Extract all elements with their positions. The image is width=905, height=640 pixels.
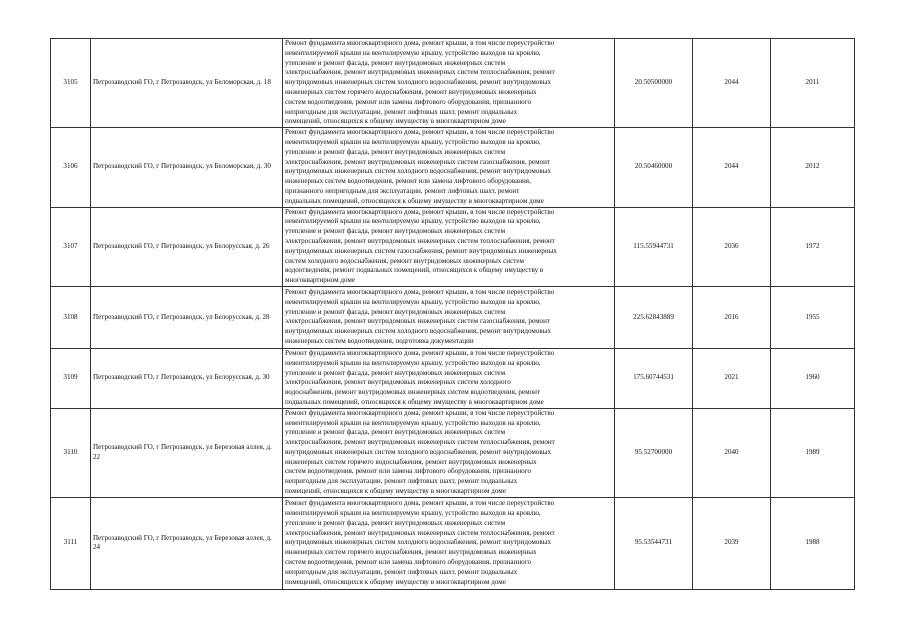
works-cell [283, 408, 615, 497]
built-year-cell: 1988 [771, 497, 855, 589]
works-line: невентилируемой крыши на вентилируемую крышу, устройство выходов на кровлю, [285, 509, 541, 518]
area-cell: 20.50500000 [615, 39, 693, 128]
works-line: электроснабжения, ремонт внутридомовых инженерных систем газоснабжения, ремонт [285, 317, 550, 326]
built-year-cell: 2011 [771, 39, 855, 128]
works-line: внутридомовых инженерных систем холодного водоснабжения, ремонт внутридомовых [285, 327, 552, 336]
address-cell: Петрозаводский ГО, г Петрозаводск, ул Белорусская, д. 26 [91, 207, 283, 286]
works-line: водоотведения, ремонт подвальных помещений, относящихся к общему имуществу в [285, 266, 544, 275]
address-cell: Петрозаводский ГО, г Петрозаводск, ул Березовая аллея, д. 24 [91, 497, 283, 589]
row-number-cell: 3105 [51, 39, 91, 128]
area-cell: 225.62843889 [615, 286, 693, 348]
table-row [51, 128, 855, 207]
repair-year-cell: 2040 [693, 408, 771, 497]
built-year-cell: 1989 [771, 408, 855, 497]
row-number-cell: 3106 [51, 128, 91, 207]
works-line: многоквартирном доме [285, 276, 355, 285]
area-cell: 115.55944731 [615, 207, 693, 286]
capital-repair-table [50, 38, 855, 590]
works-line: инженерных систем водоотведения, подготовка документации [285, 337, 474, 346]
works-line: внутридомовых инженерных систем холодного водоснабжения, ремонт внутридомовых [285, 447, 552, 456]
works-line: помещений, относящихся к общему имуществу в многоквартирном доме [285, 577, 506, 586]
row-number-cell: 3107 [51, 207, 91, 286]
row-number-cell: 3109 [51, 348, 91, 408]
built-year-cell: 1972 [771, 207, 855, 286]
built-year-cell: 1955 [771, 286, 855, 348]
works-line: невентилируемой крыши на вентилируемую крышу, устройство выходов на кровлю, [285, 358, 541, 367]
works-line: Ремонт фундамента многоквартирного дома, ремонт крыши, в том числе переустройство [285, 288, 555, 297]
works-line: систем холодного водоснабжения, ремонт внутридомовых инженерных систем [285, 256, 524, 265]
works-line: утепление и ремонт фасада, ремонт внутридомовых инженерных систем [285, 368, 506, 377]
works-line: инженерных систем горячего водоснабжения, ремонт внутридомовых инженерных [285, 87, 537, 96]
works-line: электроснабжения, ремонт внутридомовых инженерных систем холодного [285, 378, 511, 387]
works-line: электроснабжения, ремонт внутридомовых инженерных систем теплоснабжения, ремонт [285, 528, 555, 537]
address-cell: Петрозаводский ГО, г Петрозаводск, ул Беломорская, д. 18 [91, 39, 283, 128]
works-line: водоснабжения, ремонт внутридомовых инженерных систем водоотведения, ремонт [285, 388, 541, 397]
works-line: Ремонт фундамента многоквартирного дома, ремонт крыши, в том числе переустройство [285, 207, 555, 216]
works-line: внутридомовых инженерных систем газоснабжения, ремонт внутридомовых инженерных [285, 246, 557, 255]
works-line: невентилируемой крыши на вентилируемую крышу, устройство выходов на кровлю, [285, 137, 541, 146]
area-cell: 95.53544731 [615, 497, 693, 589]
works-line: инженерных систем водоотведения, ремонт или замена лифтового оборудования, [285, 177, 531, 186]
works-line: электроснабжения, ремонт внутридомовых инженерных систем газоснабжения, ремонт [285, 157, 550, 166]
address-cell: Петрозаводский ГО, г Петрозаводск, ул Белорусская, д. 28 [91, 286, 283, 348]
works-cell [283, 207, 615, 286]
works-line: невентилируемой крыши на вентилируемую крышу, устройство выходов на кровлю, [285, 418, 541, 427]
works-line: помещений, относящихся к общему имуществу в многоквартирном доме [285, 487, 506, 496]
works-cell [283, 286, 615, 348]
works-line: невентилируемой крыши на вентилируемую крышу, устройство выходов на кровлю, [285, 297, 541, 306]
address-cell: Петрозаводский ГО, г Петрозаводск, ул Березовая аллея, д. 22 [91, 408, 283, 497]
table-row [51, 348, 855, 408]
works-line: непригодным для эксплуатации, ремонт лифтовых шахт, ремонт подвальных [285, 477, 518, 486]
works-line: подвальных помещений, относящихся к общему имуществу в многоквартирном доме [285, 196, 544, 205]
works-line: систем водоотведения, ремонт или замена лифтового оборудования, признанного [285, 97, 532, 106]
address-cell: Петрозаводский ГО, г Петрозаводск, ул Белорусская, д. 30 [91, 348, 283, 408]
table-row [51, 497, 855, 589]
repair-year-cell: 2039 [693, 497, 771, 589]
works-line: электроснабжения, ремонт внутридомовых инженерных систем теплоснабжения, ремонт [285, 236, 555, 245]
works-line: непригодным для эксплуатации, ремонт лифтовых шахт, ремонт подвальных [285, 567, 518, 576]
works-line: невентилируемой крыши на вентилируемую крышу, устройство выходов на кровлю, [285, 48, 541, 57]
works-line: непригодным для эксплуатации, ремонт лифтовых шахт, ремонт подвальных [285, 107, 518, 116]
works-line: внутридомовых инженерных систем холодного водоснабжения, ремонт внутридомовых [285, 78, 552, 87]
repair-year-cell: 2016 [693, 286, 771, 348]
works-line: признанного непригодным для эксплуатации, ремонт лифтовых шахт, ремонт [285, 186, 520, 195]
works-line: подвальных помещений, относящихся к общему имуществу в многоквартирном доме [285, 397, 544, 406]
works-line: внутридомовых инженерных систем холодного водоснабжения, ремонт внутридомовых [285, 538, 552, 547]
works-line: Ремонт фундамента многоквартирного дома, ремонт крыши, в том числе переустройство [285, 499, 555, 508]
works-line: инженерных систем горячего водоснабжения, ремонт внутридомовых инженерных [285, 457, 537, 466]
repair-year-cell: 2036 [693, 207, 771, 286]
table-row [51, 408, 855, 497]
built-year-cell: 1960 [771, 348, 855, 408]
table-row [51, 286, 855, 348]
works-line: Ремонт фундамента многоквартирного дома, ремонт крыши, в том числе переустройство [285, 348, 555, 357]
works-line: утепление и ремонт фасада, ремонт внутридомовых инженерных систем [285, 428, 506, 437]
works-line: систем водоотведения, ремонт или замена лифтового оборудования, признанного [285, 467, 532, 476]
works-line: инженерных систем горячего водоснабжения, ремонт внутридомовых инженерных [285, 548, 537, 557]
address-cell: Петрозаводский ГО, г Петрозаводск, ул Беломорская, д. 30 [91, 128, 283, 207]
repair-year-cell: 2044 [693, 128, 771, 207]
works-cell [283, 39, 615, 128]
works-line: утепление и ремонт фасада, ремонт внутридомовых инженерных систем [285, 147, 506, 156]
row-number-cell: 3108 [51, 286, 91, 348]
works-line: помещений, относящихся к общему имуществу в многоквартирном доме [285, 117, 506, 126]
area-cell: 175.60744531 [615, 348, 693, 408]
table-row [51, 39, 855, 128]
works-line: утепление и ремонт фасада, ремонт внутридомовых инженерных систем [285, 227, 506, 236]
works-line: электроснабжения, ремонт внутридомовых инженерных систем теплоснабжения, ремонт [285, 438, 555, 447]
works-line: внутридомовых инженерных систем холодного водоснабжения, ремонт внутридомовых [285, 167, 552, 176]
works-line: утепление и ремонт фасада, ремонт внутридомовых инженерных систем [285, 58, 506, 67]
works-line: Ремонт фундамента многоквартирного дома, ремонт крыши, в том числе переустройство [285, 128, 555, 137]
table-row [51, 207, 855, 286]
area-cell: 95.52700000 [615, 408, 693, 497]
row-number-cell: 3110 [51, 408, 91, 497]
works-line: систем водоотведения, ремонт или замена лифтового оборудования, признанного [285, 558, 532, 567]
works-line: электроснабжения, ремонт внутридомовых инженерных систем теплоснабжения, ремонт [285, 68, 555, 77]
built-year-cell: 2012 [771, 128, 855, 207]
repair-year-cell: 2021 [693, 348, 771, 408]
table-body [51, 39, 855, 590]
works-line: Ремонт фундамента многоквартирного дома, ремонт крыши, в том числе переустройство [285, 39, 555, 47]
works-line: невентилируемой крыши на вентилируемую крышу, устройство выходов на кровлю, [285, 217, 541, 226]
works-cell [283, 497, 615, 589]
works-line: Ремонт фундамента многоквартирного дома, ремонт крыши, в том числе переустройство [285, 408, 555, 417]
works-cell [283, 128, 615, 207]
area-cell: 20.50460000 [615, 128, 693, 207]
repair-year-cell: 2044 [693, 39, 771, 128]
works-cell [283, 348, 615, 408]
row-number-cell: 3111 [51, 497, 91, 589]
works-line: утепление и ремонт фасада, ремонт внутридомовых инженерных систем [285, 307, 506, 316]
works-line: утепление и ремонт фасада, ремонт внутридомовых инженерных систем [285, 518, 506, 527]
